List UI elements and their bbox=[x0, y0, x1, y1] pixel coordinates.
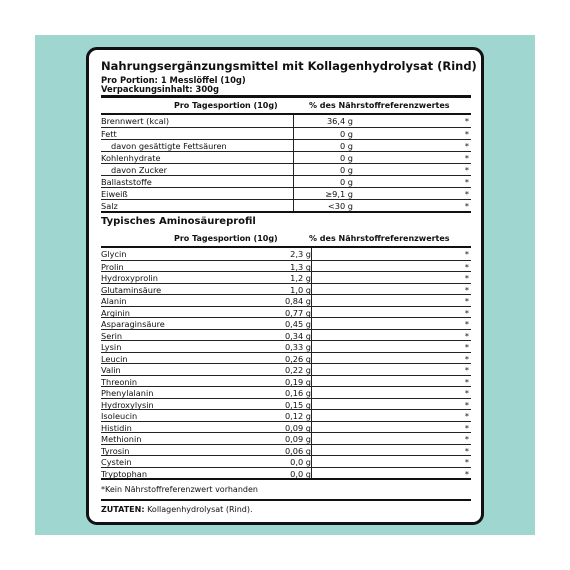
amino-value: 0,15 g bbox=[284, 399, 311, 410]
amino-ref: * bbox=[464, 434, 469, 444]
nutrient-ref: * bbox=[464, 116, 469, 126]
amino-value: 0,16 g bbox=[284, 388, 311, 398]
nutrient-ref: * bbox=[464, 177, 469, 187]
nutrient-name: davon Zucker bbox=[111, 165, 168, 175]
nutrient-name: Ballaststoffe bbox=[101, 177, 152, 187]
col-header-ref: % des Nährstoffreferenzwertes bbox=[309, 101, 450, 110]
amino-name: Glutaminsäure bbox=[101, 284, 162, 295]
portion-info: Pro Portion: 1 Messlöffel (10g) bbox=[101, 75, 246, 85]
amino-ref: * bbox=[464, 457, 469, 467]
col-header-portion: Pro Tagesportion (10g) bbox=[174, 101, 278, 110]
amino-ref: * bbox=[464, 319, 469, 329]
ingredients bbox=[101, 505, 253, 515]
amino-ref: * bbox=[464, 468, 469, 479]
nutrient-ref: * bbox=[464, 165, 469, 175]
nutrient-value: 0 g bbox=[339, 129, 353, 139]
amino-name: Hydroxylysin bbox=[101, 399, 154, 410]
amino-ref: * bbox=[464, 365, 469, 375]
nutrient-ref: * bbox=[464, 189, 469, 199]
ingredients-label: ZUTATEN: bbox=[101, 505, 145, 514]
amino-ref: * bbox=[464, 376, 469, 387]
thick-divider bbox=[101, 95, 471, 98]
amino-name: Valin bbox=[101, 365, 121, 375]
amino-col-header-portion: Pro Tagesportion (10g) bbox=[174, 234, 278, 243]
nutrient-name: Salz bbox=[101, 201, 118, 211]
section-divider bbox=[101, 211, 471, 213]
nutrient-ref: * bbox=[464, 201, 469, 211]
amino-name: Cystein bbox=[101, 457, 132, 467]
nutrient-name: Fett bbox=[101, 129, 117, 139]
amino-ref: * bbox=[464, 330, 469, 341]
amino-ref: * bbox=[464, 422, 469, 433]
nutrient-ref: * bbox=[464, 153, 469, 163]
amino-value: 0,34 g bbox=[284, 330, 311, 341]
nutrient-value: 0 g bbox=[339, 153, 353, 163]
amino-ref: * bbox=[464, 353, 469, 364]
amino-name: Glycin bbox=[101, 249, 127, 259]
nutrient-ref: * bbox=[464, 141, 469, 151]
amino-value: 0,09 g bbox=[284, 422, 311, 433]
amino-value: 0,84 g bbox=[284, 296, 311, 306]
amino-ref: * bbox=[464, 273, 469, 283]
amino-value: 0,12 g bbox=[284, 411, 311, 421]
amino-ref: * bbox=[464, 307, 469, 318]
amino-value: 0,06 g bbox=[284, 445, 311, 456]
footnote: *Kein Nährstoffreferenzwert vorhanden bbox=[101, 485, 258, 494]
amino-name: Prolin bbox=[101, 261, 124, 272]
amino-ref: * bbox=[464, 261, 469, 272]
amino-name: Arginin bbox=[101, 307, 130, 318]
amino-value: 0,09 g bbox=[284, 434, 311, 444]
amino-name: Phenylalanin bbox=[101, 388, 154, 398]
amino-value: 0,0 g bbox=[290, 468, 311, 479]
amino-value: 0,19 g bbox=[284, 376, 311, 387]
nutrient-value: 0 g bbox=[339, 141, 353, 151]
amino-name: Asparaginsäure bbox=[101, 319, 165, 329]
nutrient-value: 0 g bbox=[339, 165, 353, 175]
amino-col-header-ref: % des Nährstoffreferenzwertes bbox=[309, 234, 450, 243]
amino-ref: * bbox=[464, 388, 469, 398]
amino-row bbox=[101, 248, 471, 260]
nutrient-value: 0 g bbox=[339, 177, 353, 187]
amino-value: 0,0 g bbox=[290, 457, 311, 467]
amino-value: 2,3 g bbox=[290, 249, 311, 259]
amino-name: Tryptophan bbox=[101, 468, 148, 479]
nutrient-name: Kohlenhydrate bbox=[101, 153, 161, 163]
amino-name: Lysin bbox=[101, 342, 122, 352]
nutrient-name: davon gesättigte Fettsäuren bbox=[111, 141, 227, 151]
ingredients-text: Kollagenhydrolysat (Rind). bbox=[147, 505, 253, 514]
amino-name: Hydroxyprolin bbox=[101, 273, 158, 283]
amino-title: Typisches Aminosäureprofil bbox=[101, 216, 256, 227]
footnote-divider bbox=[101, 478, 471, 480]
nutrition-label bbox=[86, 47, 484, 525]
amino-name: Alanin bbox=[101, 296, 127, 306]
amino-value: 0,22 g bbox=[284, 365, 311, 375]
nutrition-row bbox=[101, 115, 471, 127]
amino-value: 0,26 g bbox=[284, 353, 311, 364]
label-title: Nahrungsergänzungsmittel mit Kollagenhydrolysat (Rind) bbox=[101, 59, 477, 73]
nutrient-value: 36,4 g bbox=[326, 116, 353, 126]
amino-ref: * bbox=[464, 342, 469, 352]
amino-value: 1,0 g bbox=[290, 284, 311, 295]
amino-name: Isoleucin bbox=[101, 411, 138, 421]
amino-ref: * bbox=[464, 411, 469, 421]
ingredients-divider bbox=[101, 499, 471, 501]
amino-value: 0,45 g bbox=[284, 319, 311, 329]
nutrient-value: ≥9,1 g bbox=[325, 189, 353, 199]
amino-ref: * bbox=[464, 399, 469, 410]
nutrient-name: Eiweiß bbox=[101, 189, 128, 199]
package-info: Verpackungsinhalt: 300g bbox=[101, 84, 219, 94]
amino-value: 1,2 g bbox=[290, 273, 311, 283]
amino-name: Methionin bbox=[101, 434, 142, 444]
amino-ref: * bbox=[464, 249, 469, 259]
column-divider bbox=[311, 248, 312, 260]
nutrient-ref: * bbox=[464, 129, 469, 139]
amino-name: Serin bbox=[101, 330, 123, 341]
amino-value: 1,3 g bbox=[290, 261, 311, 272]
amino-name: Threonin bbox=[101, 376, 138, 387]
amino-name: Tyrosin bbox=[101, 445, 130, 456]
amino-value: 0,77 g bbox=[284, 307, 311, 318]
amino-name: Histidin bbox=[101, 422, 132, 433]
nutrient-name: Brennwert (kcal) bbox=[101, 116, 170, 126]
amino-ref: * bbox=[464, 445, 469, 456]
amino-ref: * bbox=[464, 284, 469, 295]
column-divider bbox=[293, 115, 294, 127]
amino-name: Leucin bbox=[101, 353, 128, 364]
nutrient-value: <30 g bbox=[327, 201, 353, 211]
amino-ref: * bbox=[464, 296, 469, 306]
amino-value: 0,33 g bbox=[284, 342, 311, 352]
